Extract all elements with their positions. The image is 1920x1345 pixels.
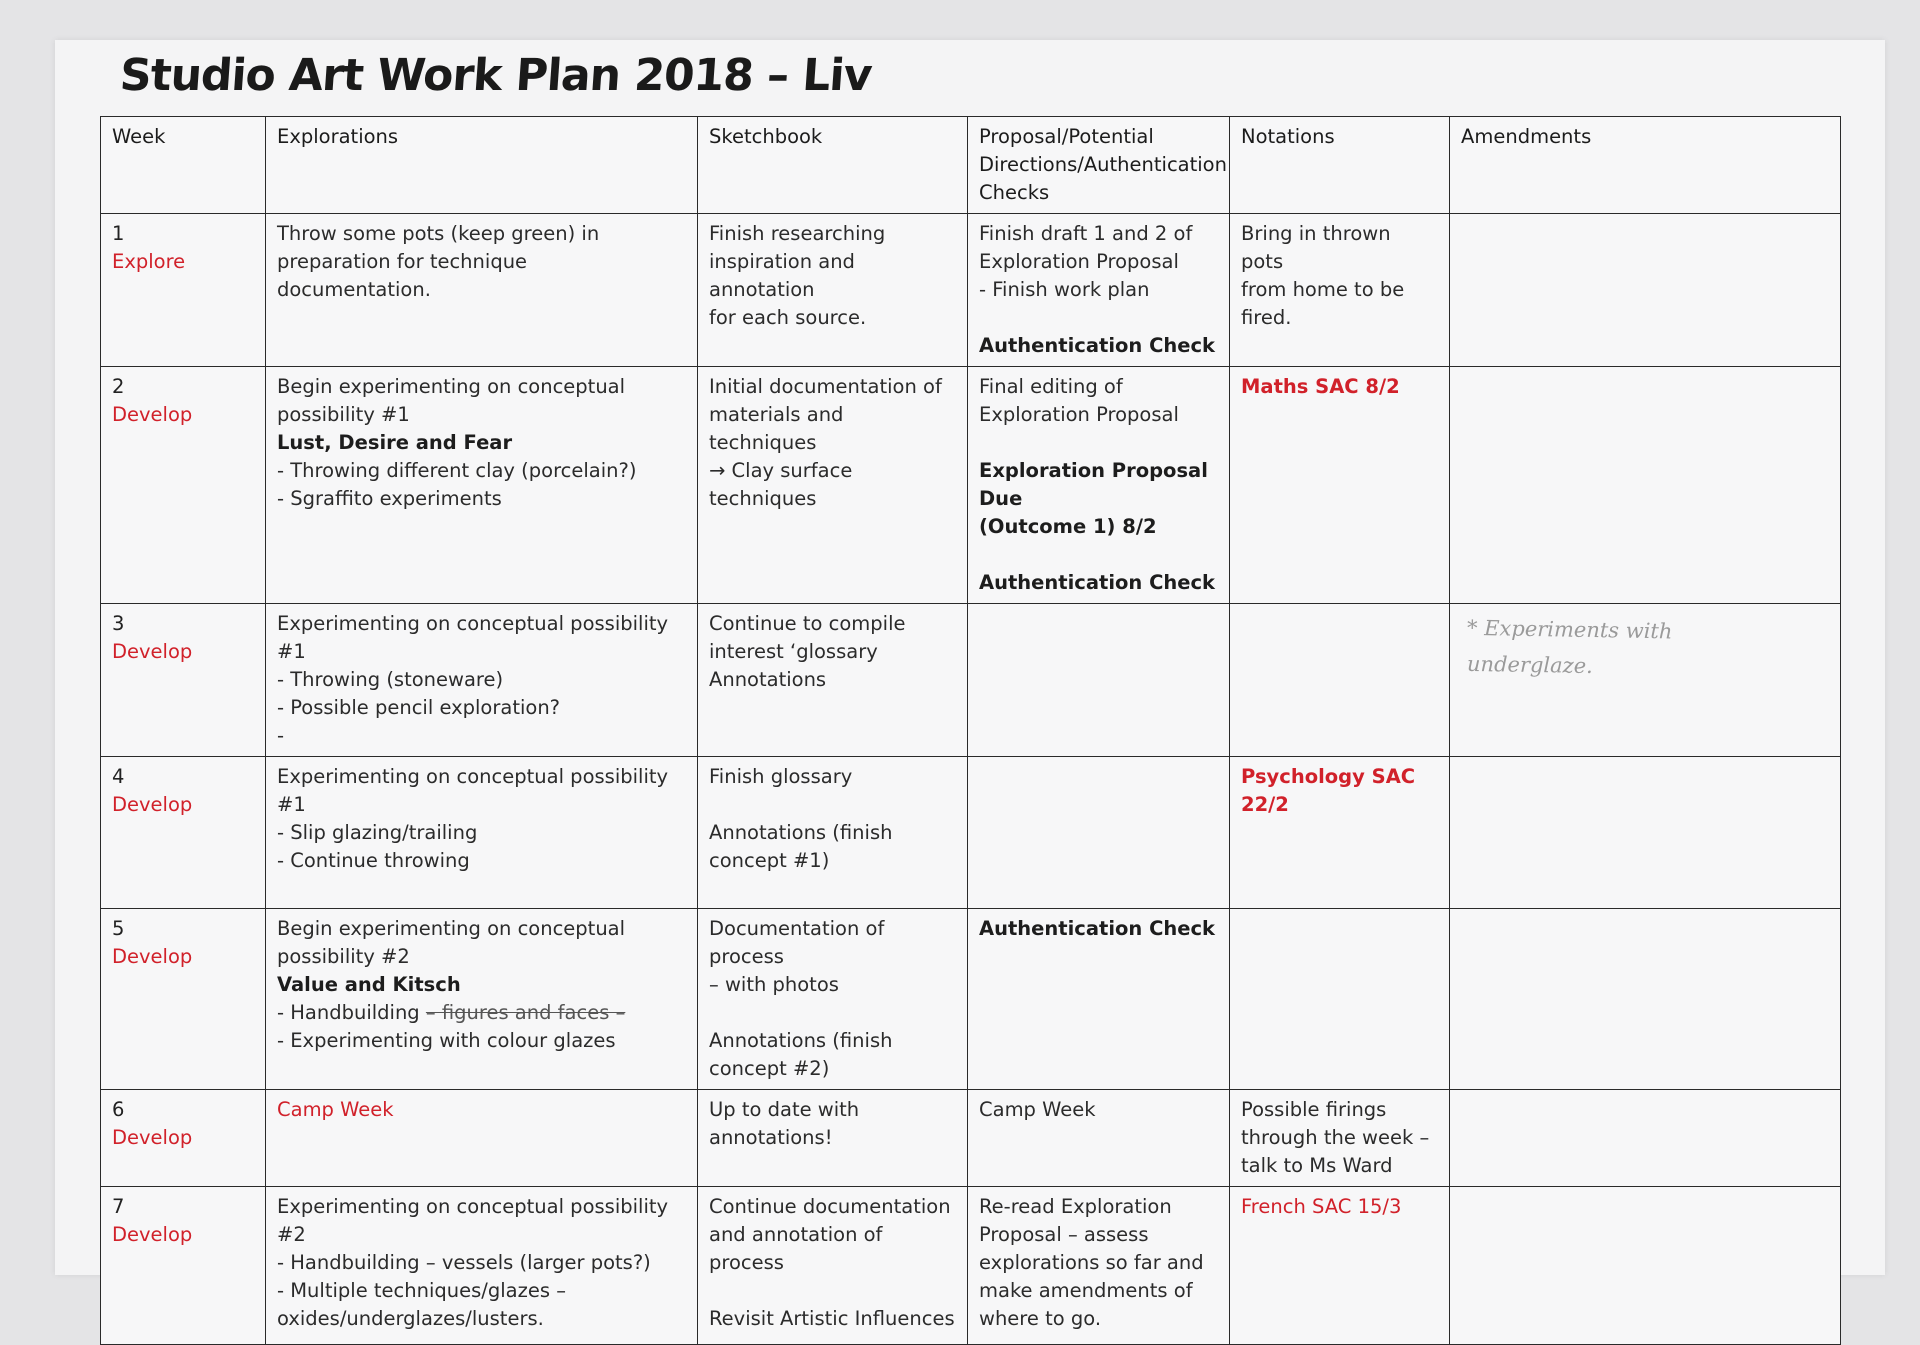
struck-text: – figures and faces – bbox=[425, 1001, 626, 1024]
cell-line: Experimenting on conceptual possibility #1 bbox=[277, 612, 669, 663]
cell-line: Revisit Artistic Influences bbox=[709, 1307, 955, 1330]
explorations-cell bbox=[266, 909, 698, 1090]
notations-cell bbox=[1230, 1090, 1450, 1187]
cell-line: Exploration Proposal bbox=[979, 250, 1179, 273]
amendments-cell bbox=[1450, 214, 1841, 367]
sac-note: Maths SAC 8/2 bbox=[1241, 375, 1400, 398]
amendments-cell bbox=[1450, 1187, 1841, 1345]
amendments-cell bbox=[1450, 367, 1841, 604]
cell-line: - Finish work plan bbox=[979, 278, 1150, 301]
cell-line: possibility #1 bbox=[277, 403, 410, 426]
sketchbook-cell bbox=[698, 757, 968, 909]
cell-line: Begin experimenting on conceptual bbox=[277, 917, 626, 940]
proposal-cell bbox=[968, 214, 1230, 367]
handwritten-note: * Experiments with bbox=[1466, 615, 1673, 644]
spacer bbox=[709, 1277, 956, 1305]
week-phase: Develop bbox=[112, 640, 193, 663]
cell-line: - Experimenting with colour glazes bbox=[277, 1029, 616, 1052]
cell-line: for each source. bbox=[709, 306, 867, 329]
week-phase: Develop bbox=[112, 793, 193, 816]
explorations-cell bbox=[266, 1090, 698, 1187]
cell-line: - Throwing different clay (porcelain?) bbox=[277, 459, 637, 482]
explorations-cell bbox=[266, 367, 698, 604]
cell-line: inspiration and annotation bbox=[709, 250, 855, 301]
cell-line: (Outcome 1) 8/2 bbox=[979, 515, 1157, 538]
week-cell bbox=[101, 909, 266, 1090]
cell-line: → Clay surface techniques bbox=[709, 459, 853, 510]
work-plan-table bbox=[100, 116, 1841, 1345]
cell-line: – with photos bbox=[709, 973, 839, 996]
spacer bbox=[979, 429, 1218, 457]
sketchbook-cell bbox=[698, 367, 968, 604]
cell-line: oxides/underglazes/lusters. bbox=[277, 1307, 544, 1330]
cell-line: Annotations (finish bbox=[709, 1029, 893, 1052]
explorations-cell bbox=[266, 757, 698, 909]
week-cell bbox=[101, 1187, 266, 1345]
week-cell bbox=[101, 757, 266, 909]
cell-line: explorations so far and bbox=[979, 1251, 1204, 1274]
sketchbook-cell bbox=[698, 909, 968, 1090]
sketchbook-cell bbox=[698, 214, 968, 367]
week-cell bbox=[101, 604, 266, 757]
spacer bbox=[709, 999, 956, 1027]
week-number: 3 bbox=[112, 612, 125, 635]
table-row bbox=[101, 909, 1841, 1090]
cell-line: Bring in thrown pots bbox=[1241, 222, 1391, 273]
cell-line: where to go. bbox=[979, 1307, 1102, 1330]
cell-line: Re-read Exploration bbox=[979, 1195, 1172, 1218]
cell-line: from home to be bbox=[1241, 278, 1405, 301]
cell-line: Throw some pots (keep green) in bbox=[277, 222, 600, 245]
cell-line: Continue documentation bbox=[709, 1195, 951, 1218]
proposal-cell bbox=[968, 1187, 1230, 1345]
spacer bbox=[979, 541, 1218, 569]
amendments-cell bbox=[1450, 604, 1841, 757]
cell-line: Final editing of bbox=[979, 375, 1123, 398]
week-cell bbox=[101, 1090, 266, 1187]
proposal-cell bbox=[968, 367, 1230, 604]
cell-line: Experimenting on conceptual possibility #2 bbox=[277, 1195, 669, 1246]
cell-line: Continue to compile bbox=[709, 612, 906, 635]
cell-line: - Multiple techniques/glazes – bbox=[277, 1279, 566, 1302]
cell-line: interest ‘glossary bbox=[709, 640, 878, 663]
cell-line: Documentation of process bbox=[709, 917, 885, 968]
handwritten-note: underglaze. bbox=[1466, 651, 1594, 679]
week-number: 1 bbox=[112, 222, 125, 245]
cell-line: Annotations bbox=[709, 668, 827, 691]
sac-note: French SAC 15/3 bbox=[1241, 1195, 1402, 1218]
sketchbook-cell bbox=[698, 604, 968, 757]
amendments-cell bbox=[1450, 1090, 1841, 1187]
sketchbook-cell bbox=[698, 1187, 968, 1345]
explorations-cell bbox=[266, 604, 698, 757]
notations-cell bbox=[1230, 1187, 1450, 1345]
page-title: Studio Art Work Plan 2018 – Liv bbox=[118, 50, 874, 101]
cell-line: - Throwing (stoneware) bbox=[277, 668, 504, 691]
cell-line: Exploration Proposal Due bbox=[979, 459, 1208, 510]
cell-line: - Continue throwing bbox=[277, 849, 470, 872]
cell-line: Experimenting on conceptual possibility #1 bbox=[277, 765, 669, 816]
week-phase: Develop bbox=[112, 1126, 193, 1149]
spacer bbox=[979, 304, 1218, 332]
spacer bbox=[709, 791, 956, 819]
table-row bbox=[101, 1090, 1841, 1187]
cell-line: Begin experimenting on conceptual bbox=[277, 375, 626, 398]
cell-line: make amendments of bbox=[979, 1279, 1193, 1302]
table-row bbox=[101, 604, 1841, 757]
cell-line: Finish researching bbox=[709, 222, 886, 245]
cell-line: - Handbuilding – vessels (larger pots?) bbox=[277, 1251, 651, 1274]
header-amendments: Amendments bbox=[1450, 117, 1841, 214]
header-row bbox=[101, 117, 1841, 214]
cell-line: preparation for technique documentation. bbox=[277, 250, 528, 301]
proposal-cell bbox=[968, 909, 1230, 1090]
cell-line: Finish glossary bbox=[709, 765, 853, 788]
week-phase: Develop bbox=[112, 403, 193, 426]
notations-cell bbox=[1230, 214, 1450, 367]
cell-text: - Handbuilding bbox=[277, 1001, 426, 1024]
cell-line: Camp Week bbox=[979, 1098, 1096, 1121]
authentication-check: Authentication Check bbox=[979, 571, 1216, 594]
cell-line: - Possible pencil exploration? bbox=[277, 696, 561, 719]
week-number: 6 bbox=[112, 1098, 125, 1121]
cell-line: concept #1) bbox=[709, 849, 830, 872]
header-sketchbook: Sketchbook bbox=[698, 117, 968, 214]
table-row bbox=[101, 1187, 1841, 1345]
notations-cell bbox=[1230, 604, 1450, 757]
week-cell bbox=[101, 214, 266, 367]
week-number: 5 bbox=[112, 917, 125, 940]
notations-cell bbox=[1230, 909, 1450, 1090]
table-row bbox=[101, 214, 1841, 367]
week-phase: Explore bbox=[112, 250, 186, 273]
week-cell bbox=[101, 367, 266, 604]
proposal-cell bbox=[968, 757, 1230, 909]
cell-line: Up to date with bbox=[709, 1098, 860, 1121]
sac-note: Psychology SAC 22/2 bbox=[1241, 765, 1416, 816]
week-number: 4 bbox=[112, 765, 125, 788]
amendments-cell bbox=[1450, 909, 1841, 1090]
week-phase: Develop bbox=[112, 1223, 193, 1246]
amendments-cell bbox=[1450, 757, 1841, 909]
proposal-cell bbox=[968, 604, 1230, 757]
header-explorations: Explorations bbox=[266, 117, 698, 214]
concept-title: Lust, Desire and Fear bbox=[277, 431, 513, 454]
authentication-check: Authentication Check bbox=[979, 334, 1216, 357]
cell-line bbox=[277, 999, 686, 1027]
notations-cell bbox=[1230, 367, 1450, 604]
cell-line: and annotation of process bbox=[709, 1223, 883, 1274]
cell-line: - Sgraffito experiments bbox=[277, 487, 502, 510]
proposal-cell bbox=[968, 1090, 1230, 1187]
sketchbook-cell bbox=[698, 1090, 968, 1187]
cell-line: materials and techniques bbox=[709, 403, 844, 454]
concept-title: Value and Kitsch bbox=[277, 973, 461, 996]
cell-line: talk to Ms Ward bbox=[1241, 1154, 1393, 1177]
explorations-cell bbox=[266, 1187, 698, 1345]
explorations-cell bbox=[266, 214, 698, 367]
header-proposal: Proposal/Potential Directions/Authentication Checks bbox=[968, 117, 1230, 214]
cell-line: - bbox=[277, 724, 285, 747]
table-row bbox=[101, 757, 1841, 909]
cell-line: fired. bbox=[1241, 306, 1292, 329]
notations-cell bbox=[1230, 757, 1450, 909]
cell-line: possibility #2 bbox=[277, 945, 410, 968]
cell-line: through the week – bbox=[1241, 1126, 1430, 1149]
cell-line: concept #2) bbox=[709, 1057, 830, 1080]
cell-line: annotations! bbox=[709, 1126, 833, 1149]
cell-line: Finish draft 1 and 2 of bbox=[979, 222, 1193, 245]
cell-line: Annotations (finish bbox=[709, 821, 893, 844]
cell-line: Initial documentation of bbox=[709, 375, 942, 398]
cell-line: Possible firings bbox=[1241, 1098, 1387, 1121]
table-row bbox=[101, 367, 1841, 604]
week-phase: Develop bbox=[112, 945, 193, 968]
week-number: 2 bbox=[112, 375, 125, 398]
authentication-check: Authentication Check bbox=[979, 917, 1216, 940]
camp-week-note: Camp Week bbox=[277, 1098, 394, 1121]
header-notations: Notations bbox=[1230, 117, 1450, 214]
cell-line: Exploration Proposal bbox=[979, 403, 1179, 426]
week-number: 7 bbox=[112, 1195, 125, 1218]
header-week: Week bbox=[101, 117, 266, 214]
cell-line: - Slip glazing/trailing bbox=[277, 821, 478, 844]
cell-line: Proposal – assess bbox=[979, 1223, 1149, 1246]
